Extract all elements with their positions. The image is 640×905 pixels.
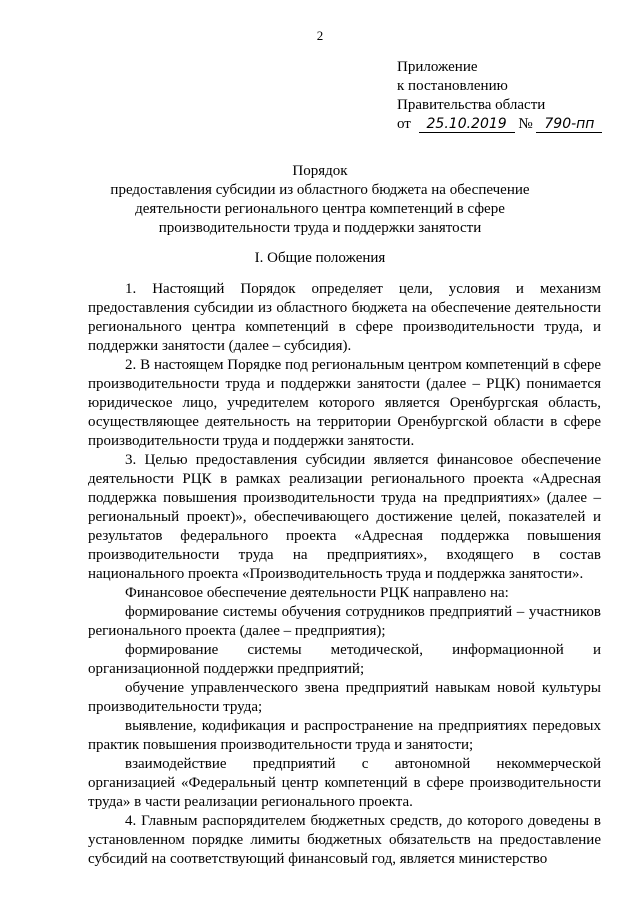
list-item-federal-cooperation: взаимодействие предприятий с автономной некоммерческой организацией «Федеральный центр компетенций в сфере производительности труда» в части реализации регионального проекта.: [88, 756, 601, 810]
paragraph-financing-intro: Финансовое обеспечение деятельности РЦК направлено на:: [125, 585, 509, 601]
document-title: Порядок: [292, 163, 348, 179]
document-body: [88, 280, 601, 869]
handwritten-date: 25.10.2019: [419, 117, 515, 133]
number-prefix: №: [518, 116, 533, 132]
appendix-line-3: Правительства области: [397, 97, 546, 113]
appendix-block: [397, 58, 602, 134]
list-item-training-system: формирование системы обучения сотрудников предприятий – участников регионального проекта (далее – предприятия);: [88, 604, 601, 639]
document-subtitle-line-3: производительности труда и поддержки занятости: [158, 220, 482, 236]
section-heading: I. Общие положения: [254, 250, 386, 266]
page-number: 2: [316, 28, 324, 43]
handwritten-number: 790-пп: [536, 117, 602, 133]
paragraph-1: 1. Настоящий Порядок определяет цели, условия и механизм предоставления субсидии из областного бюджета на обеспечение деятельности регионального центра компетенций в сфере производительности труда, и поддержки занятости (далее – субсидия).: [88, 281, 601, 354]
paragraph-2: 2. В настоящем Порядке под региональным центром компетенций в сфере производительности труда и поддержки занятости (далее – РЦК) понимается юридическое лицо, учредителем которого является Оренбургская область, осуществляющее деятельность на территории Оренбургской области в сфере производительности труда и поддержки занятости.: [88, 357, 601, 449]
paragraph-4: 4. Главным распорядителем бюджетных средств, до которого доведены в установленном порядке лимиты бюджетных обязательств на предоставление субсидий на соответствующий финансовый год, является министерство: [88, 813, 601, 867]
document-subtitle-line-1: предоставления субсидии из областного бюджета на обеспечение: [110, 182, 530, 198]
list-item-best-practices: выявление, кодификация и распространение на предприятиях передовых практик повышения производительности труда и занятости;: [88, 718, 601, 753]
paragraph-3: 3. Целью предоставления субсидии является финансовое обеспечение деятельности РЦК в рамках реализации регионального проекта «Адресная поддержка повышения производительности труда на предприятиях» (далее – региональный проект)», обеспечивающего достижение целей, показателей и результатов федерального проекта «Адресная поддержка повышения производительности труда на предприятиях», входящего в состав национального проекта «Производительность труда и поддержка занятости».: [88, 452, 601, 582]
appendix-date-line: [397, 115, 602, 134]
list-item-support-system: формирование системы методической, информационной и организационной поддержки предприятий;: [88, 642, 601, 677]
appendix-line-2: к постановлению: [397, 78, 508, 94]
date-prefix: от: [397, 116, 411, 132]
document-subtitle-line-2: деятельности регионального центра компетенций в сфере: [135, 201, 505, 217]
list-item-management-training: обучение управленческого звена предприятий навыкам новой культуры производительности труда;: [88, 680, 601, 715]
appendix-line-1: Приложение: [397, 59, 478, 75]
